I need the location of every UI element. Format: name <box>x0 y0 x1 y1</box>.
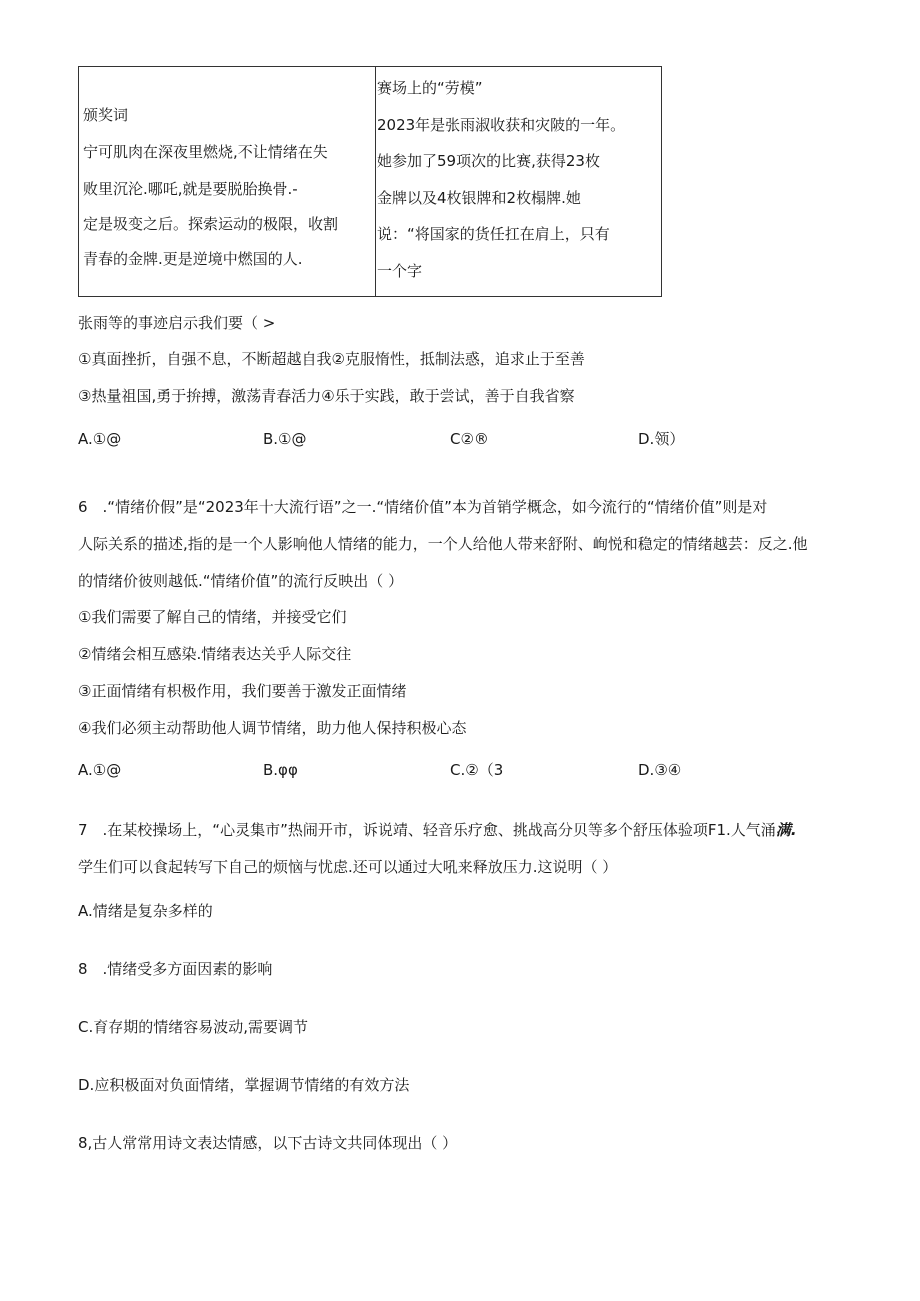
q7-option-b: 8 .情绪受多方面因素的影响 <box>78 960 273 978</box>
q5-statement: ③热量祖国,勇于拚搏，激荡青春活力④乐于实践，敢于尝试，善于自我省察 <box>78 387 575 405</box>
award-speech-heading: 颁奖词 <box>83 106 129 124</box>
intro-table <box>78 66 662 297</box>
q7-option-d: D.应积极面对负面情绪，掌握调节情绪的有效方法 <box>78 1076 410 1094</box>
q8-stem: 8,古人常常用诗文表达情感，以下古诗文共同体现出（ ） <box>78 1134 458 1152</box>
model-worker-heading: 赛场上的“劳模” <box>377 79 483 97</box>
q6-option-c: C.②（3 <box>450 761 504 779</box>
table-divider <box>375 67 376 296</box>
q5-option-a: A.①@ <box>78 430 122 448</box>
award-speech-line: 青春的金牌.更是逆境中燃国的人. <box>83 250 303 268</box>
q6-statement: ③正面情绪有枳极作用，我们要善于激发正面情绪 <box>78 682 407 700</box>
q6-statement: ④我们必须主动帮助他人调节情绪，助力他人保持积极心态 <box>78 719 467 737</box>
model-worker-line: 2023年是张雨淑收获和灾陂的一年。 <box>377 116 626 134</box>
model-worker-line: 金牌以及4枚银牌和2枚榻牌.她 <box>377 189 581 207</box>
q5-option-d: D.领） <box>638 430 685 448</box>
award-speech-line: 宁可肌肉在深夜里燃烧,不让情绪在失 <box>83 143 328 161</box>
q6-stem-line: 人际关系的描述,指的是一个人影响他人情绪的能力，一个人给他人带来舒附、峋悦和稳定的情绪越芸：反之.他 <box>78 535 808 553</box>
model-worker-cell <box>377 67 659 296</box>
q6-stem-line: 6 .“情绪价假”是“2023年十大流行语”之一.“情绪价值”本为首销学概念，如今流行的“情绪价值”则是对 <box>78 498 768 516</box>
q5-stem: 张雨等的事迹启示我们要（ > <box>78 314 276 332</box>
q7-stem-line1 <box>78 820 797 840</box>
q6-option-d: D.③④ <box>638 761 682 779</box>
q6-statement: ②情绪会相互感染.情绪表达关乎人际交往 <box>78 645 352 663</box>
q7-stem-text: 7 .在某校操场上，“心灵集市”热闹开市，诉说靖、轻音乐疗愈、挑战高分贝等多个舒压体验项F1.人气涌 <box>78 821 776 839</box>
q7-stem-emphasis: 满. <box>775 821 797 839</box>
q6-option-b: B.φφ <box>263 761 298 779</box>
q7-stem-line2: 学生们可以食起转写下自己的烦恼与忧虑.还可以通过大吼来释放压力.这说明（ ） <box>78 858 618 876</box>
award-speech-line: 败里沉沦.哪吒,就是要脱胎换骨.- <box>83 180 298 198</box>
q7-option-c: C.育存期的情绪容易波动,需要调节 <box>78 1018 309 1036</box>
q6-option-a: A.①@ <box>78 761 122 779</box>
model-worker-line: 说：“将国家的货任扛在肩上，只有 <box>377 225 610 243</box>
q5-option-c: C②® <box>450 430 489 448</box>
q6-statement: ①我们需要了解自己的情绪，并接受它们 <box>78 608 347 626</box>
q5-option-b: B.①@ <box>263 430 307 448</box>
q6-stem-line: 的情绪价彼则越低.“情绪价值”的流行反映出（ ） <box>78 572 404 590</box>
model-worker-line: 一个字 <box>377 262 423 280</box>
award-speech-cell <box>83 67 373 296</box>
award-speech-line: 定是圾变之后。探索运动的极限，收割 <box>83 215 339 233</box>
q7-option-a: A.情绪是复杂多样的 <box>78 902 213 920</box>
q5-statement: ①真面挫折，自强不息，不断超越自我②克服惰性，抵制法惑，追求止于至善 <box>78 350 585 368</box>
model-worker-line: 她参加了59项次的比赛,获得23枚 <box>377 152 600 170</box>
